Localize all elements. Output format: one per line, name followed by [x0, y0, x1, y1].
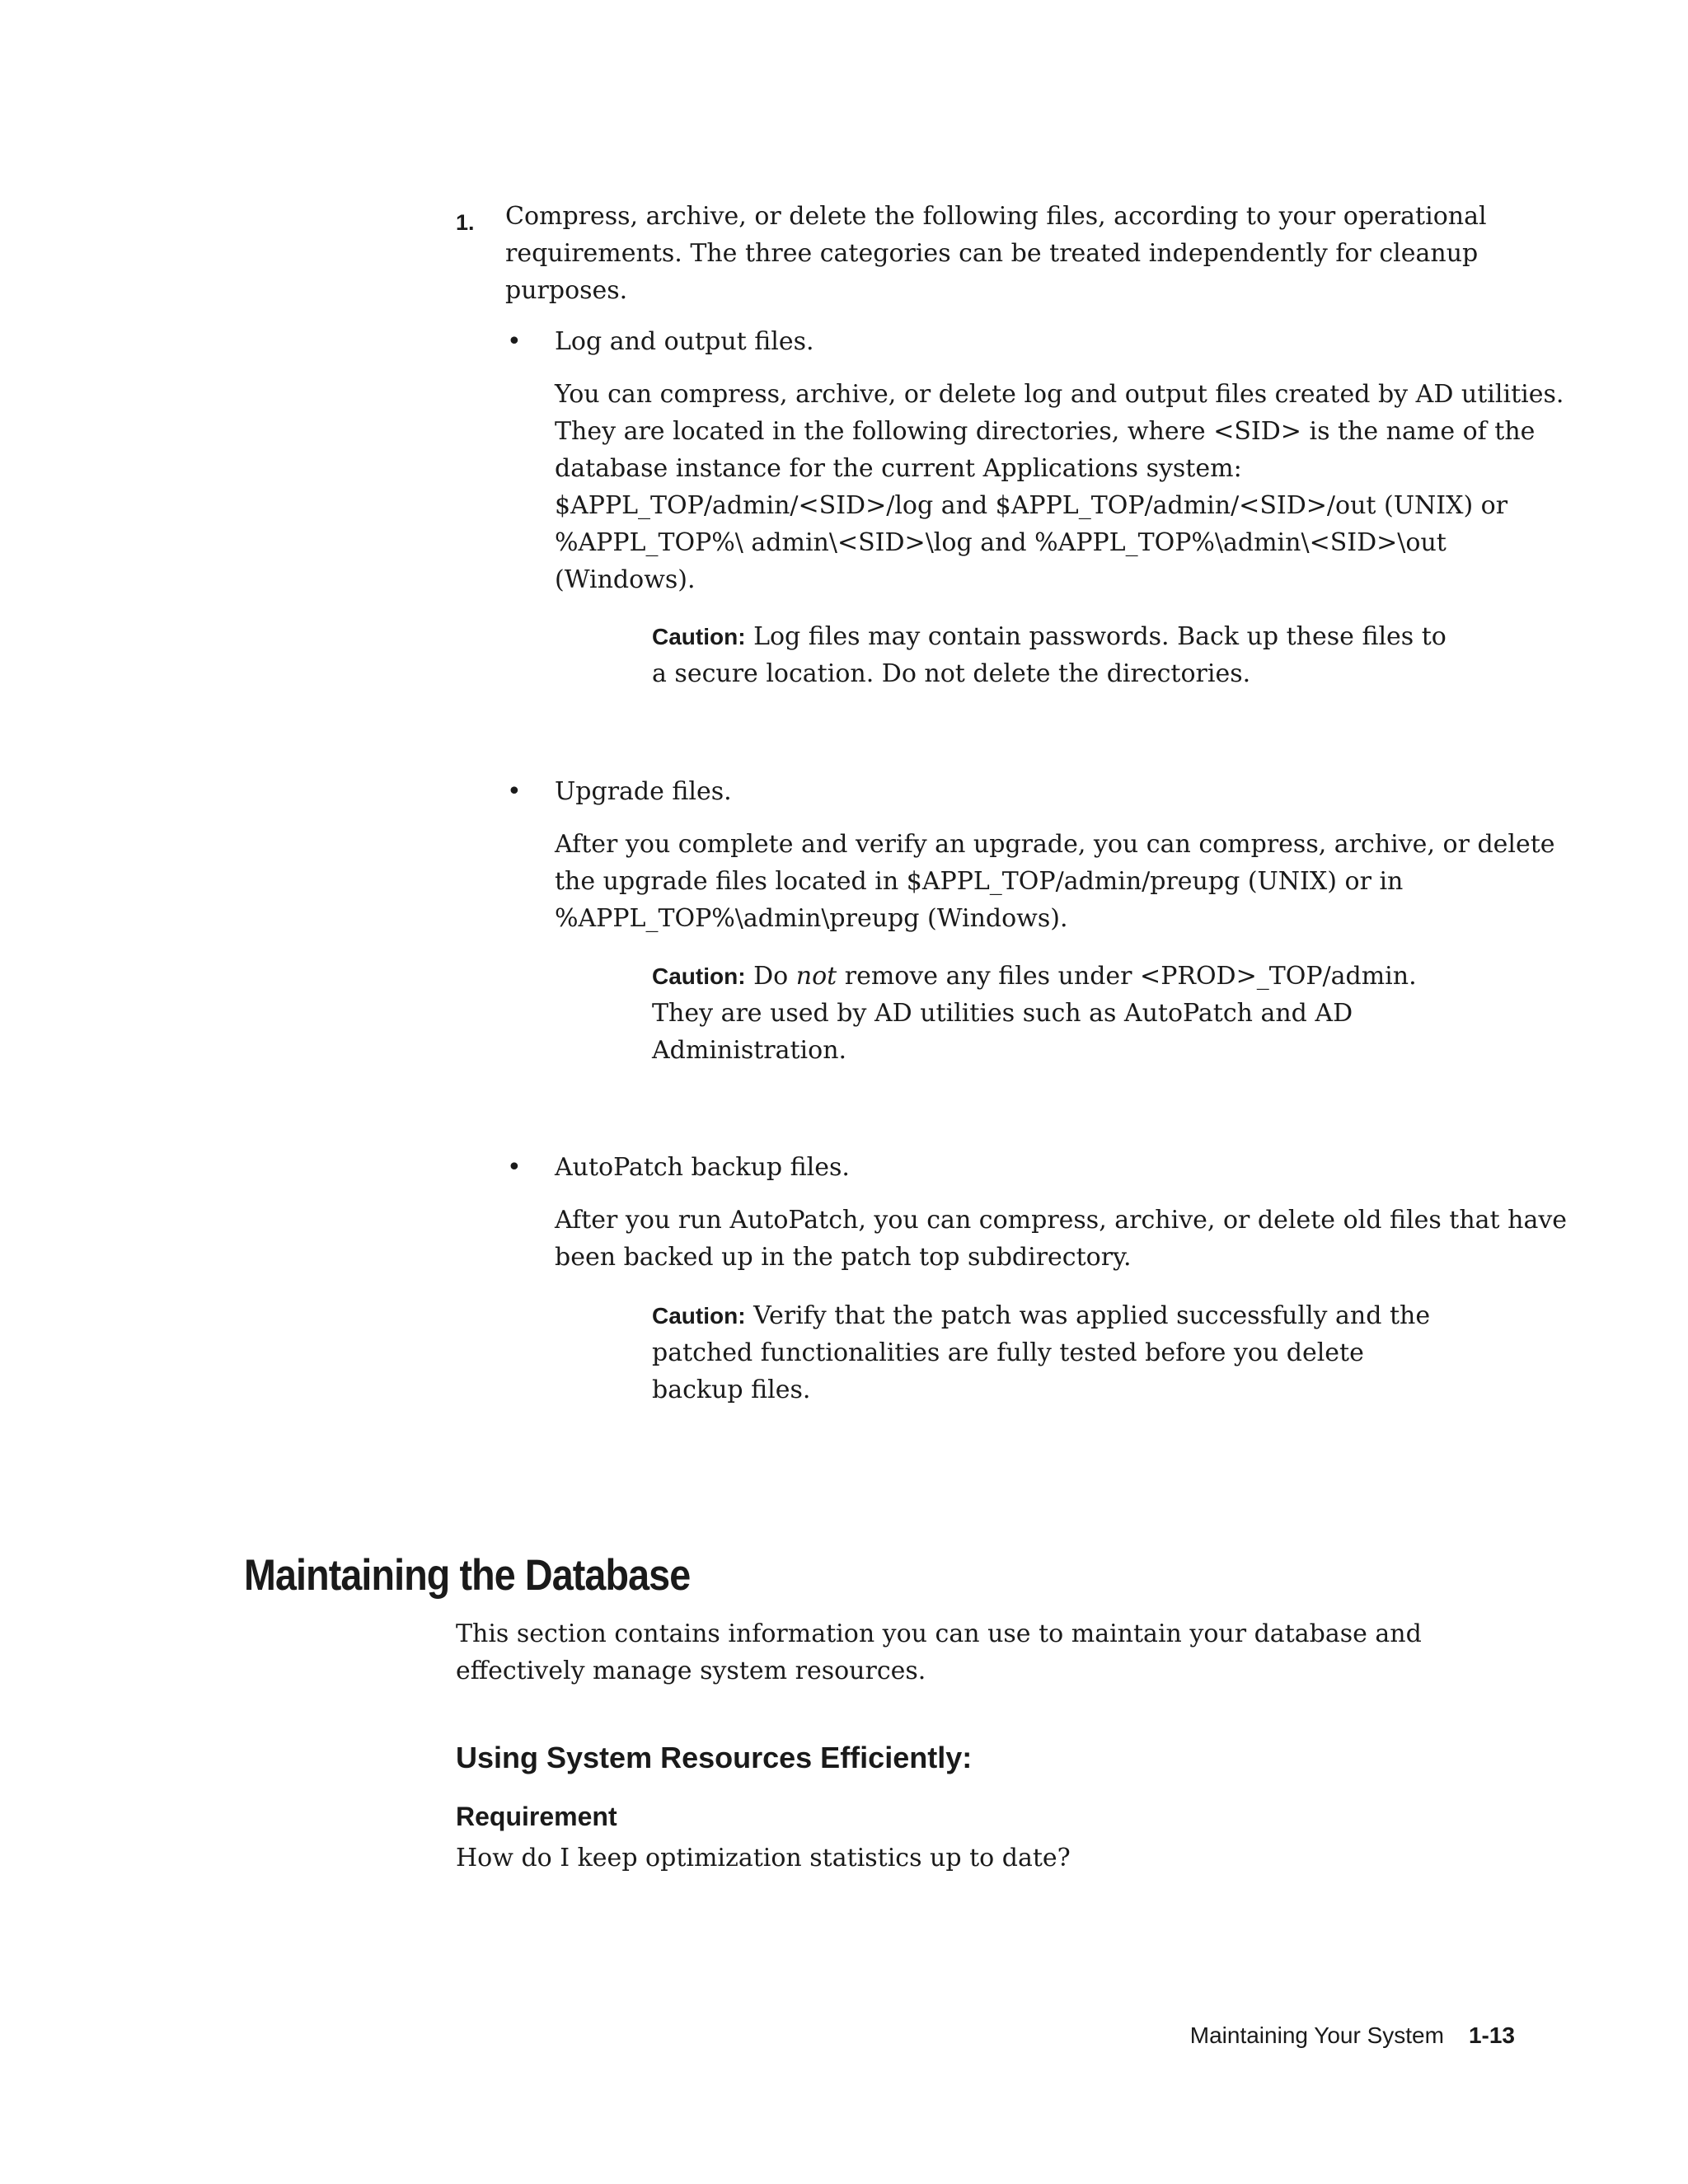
footer-chapter: Maintaining Your System: [1189, 2022, 1444, 2048]
bullet-marker: •: [507, 777, 522, 806]
requirement-label: Requirement: [456, 1802, 617, 1831]
caution-note-upgrade-files: [652, 958, 1460, 1069]
section-title: Maintaining the Database: [244, 1551, 691, 1600]
bullet-body-upgrade-files: After you complete and verify an upgrade, you can compress, archive, or delete the upgrade files located in $APPL_TOP/admin/preupg (UNIX) or in %APPL_TOP%\admin\preupg (Windows).: [555, 830, 1555, 933]
caution-text-pre: Do: [753, 962, 789, 991]
caution-note-autopatch-files: [652, 1297, 1460, 1408]
subsection-title: Using System Resources Efficiently:: [456, 1741, 973, 1774]
step-text: Compress, archive, or delete the following files, according to your operational requirements. The three categories can be treated independently for cleanup purposes.: [505, 202, 1487, 305]
bullet-title-upgrade-files: Upgrade files.: [555, 777, 732, 806]
caution-text: Log files may contain passwords. Back up these files to a secure location. Do not delete the directories.: [652, 622, 1447, 688]
caution-note-log-files: [652, 618, 1460, 692]
section-intro: This section contains information you can use to maintain your database and effectively manage system resources.: [456, 1619, 1422, 1685]
bullet-title-autopatch-files: AutoPatch backup files.: [555, 1153, 850, 1182]
caution-label: Caution:: [652, 624, 746, 649]
page-footer: [1190, 2019, 1515, 2052]
bullet-body-autopatch-files: After you run AutoPatch, you can compress, archive, or delete old files that have been backed up in the patch top subdirectory.: [555, 1206, 1568, 1272]
footer-page-number: 1-13: [1468, 2022, 1515, 2048]
bullet-body-log-files: You can compress, archive, or delete log and output files created by AD utilities. They are located in the following directories, where <SID> is the name of the database instance for the current Applications system: $APPL_TOP/admin/<SID>/log and $APPL_TOP/admin/<SID>/out (UNIX) or %APPL_TOP%\ admin\<SID>\log and %APPL_TOP%\admin\<SID>\out (Windows).: [555, 380, 1564, 594]
caution-text: Verify that the patch was applied successfully and the patched functionalities are fully tested before you delete backup files.: [652, 1301, 1431, 1404]
caution-emphasis: not: [795, 962, 837, 991]
caution-label: Caution:: [652, 963, 746, 989]
bullet-marker: •: [507, 327, 522, 356]
bullet-title-log-files: Log and output files.: [555, 327, 814, 356]
requirement-text: How do I keep optimization statistics up to date?: [456, 1844, 1071, 1872]
step-number: 1.: [456, 210, 475, 235]
bullet-marker: •: [507, 1153, 522, 1182]
caution-text-post: remove any files under <PROD>_TOP/admin. They are used by AD utilities such as AutoPatch and AD Administration.: [652, 962, 1417, 1065]
caution-label: Caution:: [652, 1303, 746, 1329]
